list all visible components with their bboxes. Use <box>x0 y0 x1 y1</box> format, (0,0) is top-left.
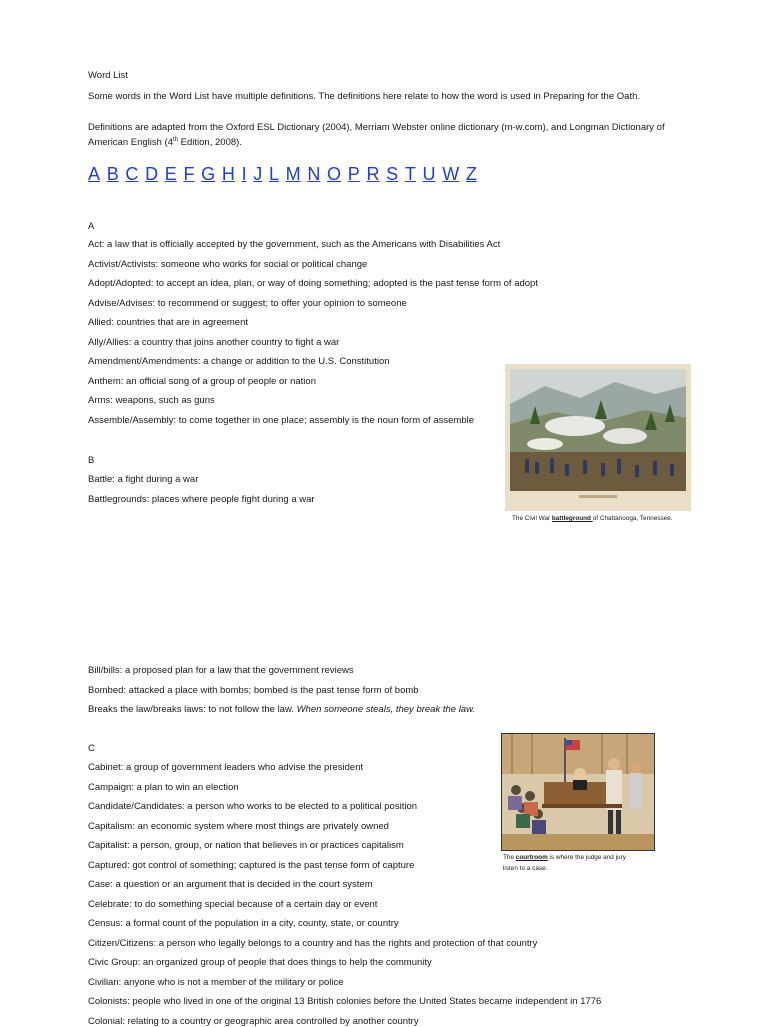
definition-item: Colonists: people who lived in one of the original 13 British colonies before the United States became independent in 1776 <box>88 996 602 1007</box>
definition-item: Battle: a fight during a war <box>88 474 199 485</box>
definition-item: Arms: weapons, such as guns <box>88 395 215 406</box>
caption-text: The <box>503 854 516 861</box>
letter-link-w[interactable]: W <box>442 164 460 184</box>
definition-item: Ally/Allies: a country that joins another country to fight a war <box>88 336 340 348</box>
definition-item: Census: a formal count of the population in a city, county, state, or country <box>88 918 399 929</box>
intro-paragraph: Some words in the Word List have multiple definitions. The definitions here relate to how the word is used in Preparing for the Oath. <box>88 91 641 102</box>
letter-link-f[interactable]: F <box>183 164 195 184</box>
letter-link-g[interactable]: G <box>201 164 216 184</box>
sources-paragraph <box>88 120 698 150</box>
definition-item: Amendment/Amendments: a change or addition to the U.S. Constitution <box>88 356 390 367</box>
letter-link-c[interactable]: C <box>125 164 139 184</box>
caption-keyword: battleground <box>551 515 593 522</box>
caption-text: The Civil War <box>512 515 552 522</box>
letter-link-a[interactable]: A <box>88 164 101 184</box>
definition-item: Civilian: anyone who is not a member of the military or police <box>88 976 344 988</box>
letter-link-u[interactable]: U <box>422 164 436 184</box>
definition-item: Adopt/Adopted: to accept an idea, plan, or way of doing something; adopted is the past tense form of adopt <box>88 278 538 289</box>
alphabet-index <box>88 164 484 185</box>
definition-item: Activist/Activists: someone who works for social or political change <box>88 258 368 270</box>
definition-item: Capitalism: an economic system where most things are privately owned <box>88 820 389 832</box>
definition-item: Civic Group: an organized group of people that does things to help the community <box>88 957 432 968</box>
caption-text-end: of Chattanooga, Tennessee. <box>592 515 673 522</box>
definition-example: When someone steals, they break the law. <box>296 704 476 715</box>
battle-painting-image <box>505 364 691 511</box>
definition-item: Bombed: attacked a place with bombs; bombed is the past tense form of bomb <box>88 684 419 696</box>
letter-link-b[interactable]: B <box>106 164 119 184</box>
definition-item: Battlegrounds: places where people fight during a war <box>88 493 315 505</box>
definition-breaks-the-law <box>88 704 475 715</box>
letter-link-t[interactable]: T <box>404 164 416 184</box>
letter-link-j[interactable]: J <box>253 164 263 184</box>
definition-item: Capitalist: a person, group, or nation that believes in or practices capitalism <box>88 840 404 851</box>
letter-link-d[interactable]: D <box>145 164 159 184</box>
caption-text-end: is where the judge and jury <box>547 854 626 861</box>
definition-item: Celebrate: to do something special because of a certain day or event <box>88 898 378 910</box>
definition-item: Case: a question or an argument that is decided in the court system <box>88 879 373 890</box>
letter-link-m[interactable]: M <box>285 164 301 184</box>
sources-text: Definitions are adapted from the Oxford ESL Dictionary (2004), Merriam Webster online dictionary (m-w.com), and Longman Dictionary of American English (4 <box>88 122 665 148</box>
section-heading-a: A <box>88 221 95 232</box>
definition-item: Advise/Advises: to recommend or suggest; to offer your opinion to someone <box>88 297 407 309</box>
definition-item: Candidate/Candidates: a person who works to be elected to a political position <box>88 801 418 812</box>
definition-item: Assemble/Assembly: to come together in one place; assembly is the noun form of assemble <box>88 414 474 426</box>
letter-link-n[interactable]: N <box>307 164 321 184</box>
definition-item: Cabinet: a group of government leaders who advise the president <box>88 762 364 773</box>
letter-link-i[interactable]: I <box>241 164 247 184</box>
letter-link-l[interactable]: L <box>268 164 279 184</box>
section-heading-c: C <box>88 743 95 754</box>
definition-item: Captured: got control of something; captured is the past tense form of capture <box>88 859 415 871</box>
letter-link-e[interactable]: E <box>164 164 177 184</box>
definition-item: Allied: countries that are in agreement <box>88 317 249 328</box>
sources-text-end: Edition, 2008). <box>178 137 242 148</box>
courtroom-caption <box>503 854 626 861</box>
battle-caption <box>512 515 673 522</box>
page-title: Word List <box>88 70 128 81</box>
letter-link-p[interactable]: P <box>347 164 360 184</box>
letter-link-r[interactable]: R <box>366 164 380 184</box>
definition-item: Act: a law that is officially accepted by the government, such as the Americans with Disabilities Act <box>88 239 501 250</box>
letter-link-s[interactable]: S <box>386 164 399 184</box>
definition-item: Citizen/Citizens: a person who legally belongs to a country and has the rights and protection of that country <box>88 937 538 949</box>
letter-link-o[interactable]: O <box>327 164 342 184</box>
definition-item: Bill/bills: a proposed plan for a law that the government reviews <box>88 665 354 676</box>
section-heading-b: B <box>88 455 95 466</box>
sources-superscript: th <box>173 136 179 143</box>
definition-item: Anthem: an official song of a group of people or nation <box>88 375 316 387</box>
definition-item: Campaign: a plan to win an election <box>88 781 239 793</box>
caption-keyword: courtroom <box>515 854 548 861</box>
courtroom-caption-line2: listen to a case. <box>503 865 548 872</box>
definition-item: Colonial: relating to a country or geographic area controlled by another country <box>88 1015 419 1027</box>
definition-text: Breaks the law/breaks laws: to not follow the law. <box>88 704 297 715</box>
courtroom-drawing-image <box>501 733 655 851</box>
letter-link-h[interactable]: H <box>221 164 235 184</box>
letter-link-z[interactable]: Z <box>465 164 477 184</box>
